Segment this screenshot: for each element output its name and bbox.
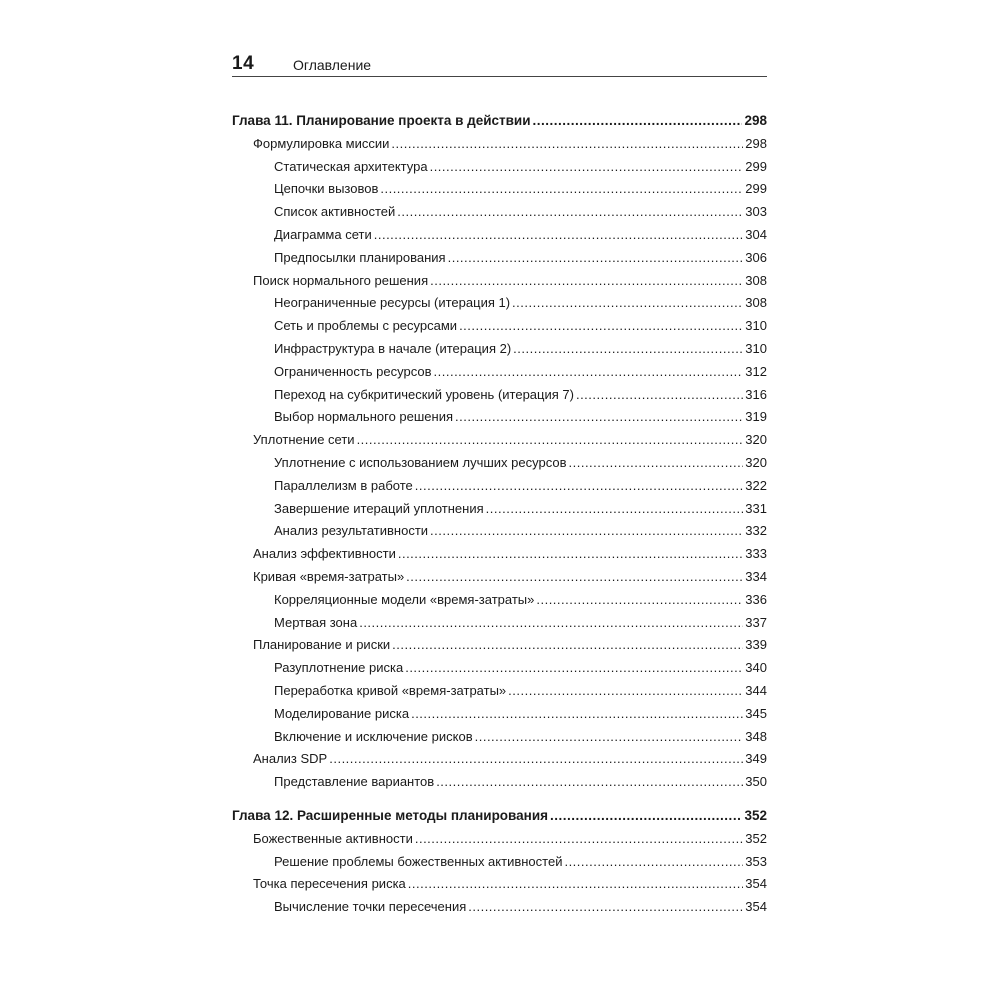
- toc-entry-page: 312: [745, 363, 767, 379]
- toc-entry-page: 340: [745, 660, 767, 676]
- toc-entry-title: Анализ SDP: [253, 751, 328, 767]
- dot-leader: [415, 828, 743, 851]
- toc-entry-title: Божественные активности: [253, 830, 413, 846]
- toc-entry-title: Цепочки вызовов: [274, 181, 379, 197]
- toc-entry-page: 308: [745, 272, 767, 288]
- dot-leader: [392, 634, 743, 657]
- dot-leader: [459, 315, 743, 338]
- toc-entry-title: Неограниченные ресурсы (итерация 1): [274, 295, 511, 311]
- toc-entry-title: Разуплотнение риска: [274, 660, 404, 676]
- toc-entry: [232, 589, 767, 612]
- toc-entry-title: Ограниченность ресурсов: [274, 363, 432, 379]
- toc-entry-page: 331: [745, 500, 767, 516]
- toc-entry: [232, 247, 767, 270]
- dot-leader: [397, 201, 743, 224]
- toc-entry-page: 352: [745, 830, 767, 846]
- toc-entry: [232, 292, 767, 315]
- toc-entry: [232, 748, 767, 771]
- dot-leader: [576, 384, 743, 407]
- toc-entry-title: Глава 12. Расширенные методы планирования: [232, 807, 549, 823]
- dot-leader: [550, 805, 742, 828]
- toc-entry-title: Уплотнение сети: [253, 432, 355, 448]
- toc-entry: [232, 566, 767, 589]
- dot-leader: [430, 156, 744, 179]
- dot-leader: [569, 452, 744, 475]
- dot-leader: [468, 896, 743, 919]
- toc-entry-title: Корреляционные модели «время-затраты»: [274, 591, 535, 607]
- toc-entry: [232, 612, 767, 635]
- toc-entry-page: 354: [745, 876, 767, 892]
- toc-entry-page: 319: [745, 409, 767, 425]
- toc-entry-page: 348: [745, 728, 767, 744]
- toc-chapter-entry: [232, 110, 767, 133]
- toc-entry-page: 298: [745, 135, 767, 151]
- toc-entry-page: 339: [745, 637, 767, 653]
- dot-leader: [536, 589, 743, 612]
- dot-leader: [564, 851, 743, 874]
- toc-entry-page: 303: [745, 204, 767, 220]
- dot-leader: [374, 224, 744, 247]
- toc-chapter-entry: [232, 805, 767, 828]
- table-of-contents: [232, 110, 767, 919]
- toc-entry-page: 320: [745, 432, 767, 448]
- toc-entry: [232, 224, 767, 247]
- dot-leader: [380, 178, 743, 201]
- toc-entry: [232, 406, 767, 429]
- toc-entry: [232, 384, 767, 407]
- toc-entry-title: Анализ эффективности: [253, 546, 396, 562]
- toc-entry: [232, 315, 767, 338]
- toc-entry-title: Формулировка миссии: [253, 135, 390, 151]
- toc-entry-page: 316: [745, 386, 767, 402]
- dot-leader: [430, 270, 743, 293]
- dot-leader: [533, 110, 743, 133]
- toc-entry-title: Диаграмма сети: [274, 226, 372, 242]
- toc-entry: [232, 520, 767, 543]
- toc-entry-page: 334: [745, 568, 767, 584]
- toc-entry-title: Статическая архитектура: [274, 158, 428, 174]
- toc-entry: [232, 680, 767, 703]
- toc-entry: [232, 851, 767, 874]
- toc-entry-page: 333: [745, 546, 767, 562]
- toc-entry-page: 320: [745, 454, 767, 470]
- dot-leader: [475, 726, 744, 749]
- toc-entry: [232, 634, 767, 657]
- dot-leader: [357, 429, 744, 452]
- toc-entry-title: Уплотнение с использованием лучших ресурсов: [274, 454, 567, 470]
- dot-leader: [411, 703, 743, 726]
- toc-entry-title: Решение проблемы божественных активностей: [274, 853, 563, 869]
- toc-entry: [232, 657, 767, 680]
- toc-entry-title: Инфраструктура в начале (итерация 2): [274, 340, 512, 356]
- toc-entry-page: 310: [745, 318, 767, 334]
- toc-entry-title: Включение и исключение рисков: [274, 728, 473, 744]
- dot-leader: [436, 771, 743, 794]
- dot-leader: [486, 498, 744, 521]
- dot-leader: [405, 657, 743, 680]
- toc-entry-title: Точка пересечения риска: [253, 876, 406, 892]
- toc-entry-page: 322: [745, 477, 767, 493]
- toc-entry-title: Предпосылки планирования: [274, 249, 446, 265]
- toc-entry-title: Переход на субкритический уровень (итерация 7): [274, 386, 574, 402]
- page-number: 14: [232, 53, 255, 74]
- dot-leader: [508, 680, 743, 703]
- dot-leader: [415, 475, 744, 498]
- dot-leader: [512, 292, 743, 315]
- toc-entry-page: 298: [744, 113, 767, 128]
- dot-leader: [406, 566, 743, 589]
- toc-entry: [232, 201, 767, 224]
- toc-entry-title: Кривая «время-затраты»: [253, 568, 405, 584]
- toc-entry-page: 308: [745, 295, 767, 311]
- toc-entry-title: Вычисление точки пересечения: [274, 899, 467, 915]
- toc-entry-page: 310: [745, 340, 767, 356]
- toc-entry: [232, 771, 767, 794]
- running-title: Оглавление: [293, 57, 372, 73]
- toc-entry: [232, 338, 767, 361]
- toc-entry-page: 354: [745, 899, 767, 915]
- toc-entry: [232, 896, 767, 919]
- dot-leader: [434, 361, 744, 384]
- dot-leader: [513, 338, 743, 361]
- toc-entry-page: 352: [744, 807, 767, 823]
- dot-leader: [408, 873, 744, 896]
- toc-entry: [232, 361, 767, 384]
- toc-entry-page: 350: [745, 774, 767, 790]
- toc-entry-title: Мертвая зона: [274, 614, 358, 630]
- dot-leader: [359, 612, 743, 635]
- dot-leader: [391, 133, 743, 156]
- toc-entry: [232, 452, 767, 475]
- dot-leader: [329, 748, 743, 771]
- toc-entry-title: Завершение итераций уплотнения: [274, 500, 484, 516]
- toc-entry-page: 337: [745, 614, 767, 630]
- toc-entry: [232, 475, 767, 498]
- toc-entry-page: 299: [745, 181, 767, 197]
- toc-entry-title: Анализ результативности: [274, 523, 429, 539]
- toc-entry-title: Моделирование риска: [274, 705, 410, 721]
- toc-entry-page: 332: [745, 523, 767, 539]
- toc-entry-page: 336: [745, 591, 767, 607]
- toc-entry-title: Глава 11. Планирование проекта в действии: [232, 113, 531, 128]
- dot-leader: [430, 520, 743, 543]
- toc-entry-page: 299: [745, 158, 767, 174]
- toc-entry: [232, 133, 767, 156]
- toc-entry-page: 306: [745, 249, 767, 265]
- toc-entry: [232, 156, 767, 179]
- toc-entry: [232, 270, 767, 293]
- toc-entry-page: 349: [745, 751, 767, 767]
- toc-entry-title: Переработка кривой «время-затраты»: [274, 682, 507, 698]
- toc-entry: [232, 429, 767, 452]
- toc-entry: [232, 703, 767, 726]
- toc-entry-page: 345: [745, 705, 767, 721]
- toc-entry-title: Сеть и проблемы с ресурсами: [274, 318, 458, 334]
- toc-entry: [232, 726, 767, 749]
- toc-entry: [232, 828, 767, 851]
- toc-entry-title: Представление вариантов: [274, 774, 435, 790]
- toc-entry: [232, 873, 767, 896]
- dot-leader: [398, 543, 743, 566]
- toc-entry-page: 344: [745, 682, 767, 698]
- toc-entry-page: 304: [745, 226, 767, 242]
- toc-entry-title: Выбор нормального решения: [274, 409, 454, 425]
- toc-entry-title: Список активностей: [274, 204, 396, 220]
- toc-entry-title: Поиск нормального решения: [253, 272, 429, 288]
- toc-entry: [232, 543, 767, 566]
- page-header: [232, 52, 767, 77]
- toc-entry-title: Параллелизм в работе: [274, 477, 413, 493]
- dot-leader: [455, 406, 743, 429]
- toc-entry-page: 353: [745, 853, 767, 869]
- dot-leader: [448, 247, 744, 270]
- toc-entry-title: Планирование и риски: [253, 637, 391, 653]
- toc-entry: [232, 178, 767, 201]
- toc-entry: [232, 498, 767, 521]
